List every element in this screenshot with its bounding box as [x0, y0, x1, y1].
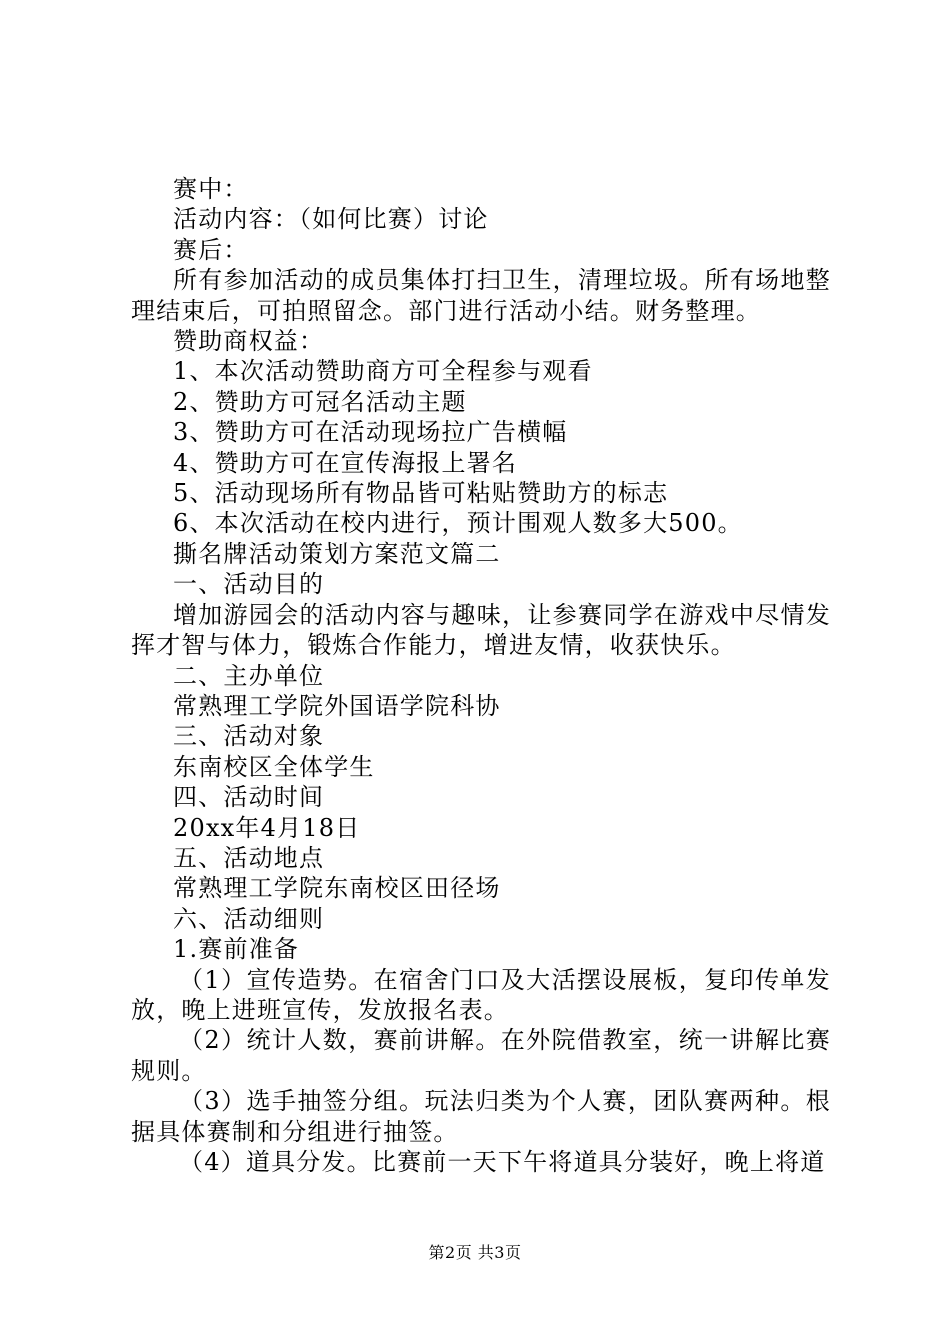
paragraph: 常熟理工学院外国语学院科协	[173, 691, 501, 720]
paragraph: 1.赛前准备	[173, 935, 300, 964]
paragraph: 三、活动对象	[173, 722, 325, 751]
paragraph: 活动内容：（如何比赛）讨论	[173, 205, 489, 234]
paragraph: 增加游园会的活动内容与趣味，让参赛同学在游戏中尽情发挥才智与体力，锻炼合作能力，增进友情，收获快乐。	[131, 600, 831, 660]
paragraph: 赛后：	[173, 235, 249, 264]
paragraph: （1）宣传造势。在宿舍门口及大活摆设展板，复印传单发放，晚上进班宣传，发放报名表。	[131, 965, 831, 1024]
paragraph: （2）统计人数，赛前讲解。在外院借教室，统一讲解比赛规则。	[131, 1026, 831, 1085]
page-indicator: 第2页 共3页	[428, 1243, 522, 1262]
paragraph: 六、活动细则	[173, 904, 325, 933]
paragraph: 3、赞助方可在活动现场拉广告横幅	[173, 418, 568, 447]
paragraph: 4、赞助方可在宣传海报上署名	[173, 448, 518, 477]
paragraph: 一、活动目的	[173, 570, 325, 599]
paragraph: （4）道具分发。比赛前一天下午将道具分装好，晚上将道	[179, 1148, 826, 1176]
paragraph: （3）选手抽签分组。玩法归类为个人赛，团队赛两种。根据具体赛制和分组进行抽签。	[131, 1087, 831, 1146]
document-body	[131, 174, 831, 1177]
paragraph: 二、主办单位	[173, 661, 325, 690]
paragraph: 1、本次活动赞助商方可全程参与观看	[173, 357, 593, 386]
paragraph: 5、活动现场所有物品皆可粘贴赞助方的标志	[173, 479, 669, 508]
section-heading: 撕名牌活动策划方案范文篇二	[173, 539, 501, 568]
paragraph: 常熟理工学院东南校区田径场	[173, 874, 501, 903]
paragraph: 2、赞助方可冠名活动主题	[173, 387, 467, 416]
paragraph: 五、活动地点	[173, 843, 325, 872]
page-footer	[0, 1243, 950, 1263]
paragraph: 赞助商权益：	[173, 327, 325, 356]
paragraph: 所有参加活动的成员集体打扫卫生，清理垃圾。所有场地整理结束后，可拍照留念。部门进行活动小结。财务整理。	[131, 266, 831, 325]
paragraph: 四、活动时间	[173, 783, 325, 812]
paragraph: 6、本次活动在校内进行，预计围观人数多大500。	[173, 509, 743, 538]
paragraph: 赛中：	[173, 175, 249, 203]
paragraph: 东南校区全体学生	[173, 752, 375, 781]
paragraph: 20xx年4月18日	[173, 813, 361, 842]
